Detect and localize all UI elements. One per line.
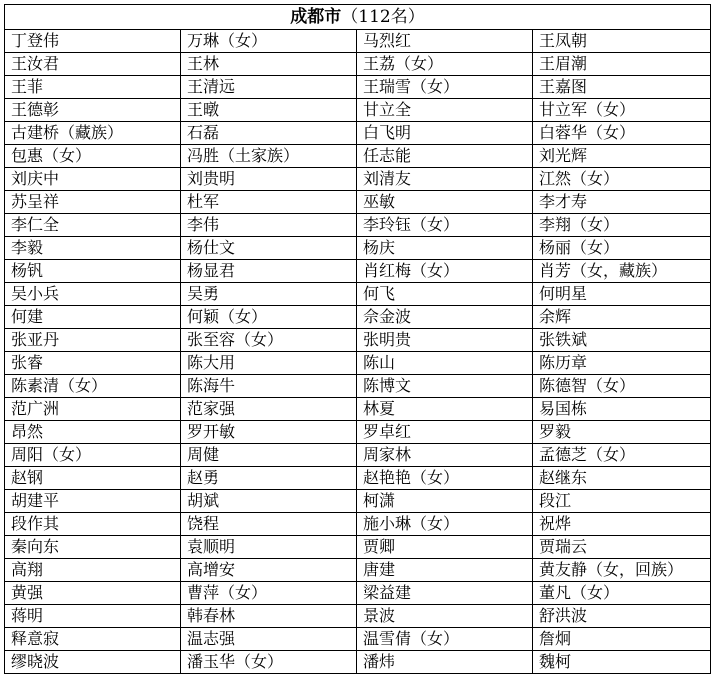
table-row (5, 398, 711, 421)
table-body (5, 30, 711, 674)
delegate-count: （112名） (341, 7, 425, 27)
name-cell: 吴小兵 (5, 283, 181, 306)
name-cell: 罗毅 (533, 421, 711, 444)
name-cell: 王汝君 (5, 53, 181, 76)
name-cell: 昂然 (5, 421, 181, 444)
name-cell: 李翔（女） (533, 214, 711, 237)
name-cell: 陈德智（女） (533, 375, 711, 398)
table-row (5, 559, 711, 582)
name-cell: 江然（女） (533, 168, 711, 191)
name-cell: 韩春林 (181, 605, 357, 628)
name-cell: 饶程 (181, 513, 357, 536)
name-cell: 景波 (357, 605, 533, 628)
table-row (5, 306, 711, 329)
city-name: 成都市 (290, 7, 342, 27)
name-cell: 王清远 (181, 76, 357, 99)
name-cell: 黄强 (5, 582, 181, 605)
table-row (5, 237, 711, 260)
name-cell: 王林 (181, 53, 357, 76)
name-cell: 曹萍（女） (181, 582, 357, 605)
name-cell: 任志能 (357, 145, 533, 168)
name-cell: 陈海牛 (181, 375, 357, 398)
name-cell: 杨庆 (357, 237, 533, 260)
name-cell: 温志强 (181, 628, 357, 651)
name-cell: 施小琳（女） (357, 513, 533, 536)
name-cell: 石磊 (181, 122, 357, 145)
name-cell: 高增安 (181, 559, 357, 582)
name-cell: 刘庆中 (5, 168, 181, 191)
name-cell: 王菲 (5, 76, 181, 99)
name-cell: 何建 (5, 306, 181, 329)
name-cell: 王嘉图 (533, 76, 711, 99)
table-row (5, 145, 711, 168)
name-cell: 何明星 (533, 283, 711, 306)
table-row (5, 513, 711, 536)
table-row (5, 53, 711, 76)
delegate-table (4, 4, 711, 674)
name-cell: 冯胜（土家族） (181, 145, 357, 168)
table-row (5, 628, 711, 651)
table-row (5, 30, 711, 53)
name-cell: 詹炯 (533, 628, 711, 651)
table-row (5, 421, 711, 444)
name-cell: 赵勇 (181, 467, 357, 490)
table-row (5, 191, 711, 214)
table-row (5, 122, 711, 145)
name-cell: 张亚丹 (5, 329, 181, 352)
table-row (5, 260, 711, 283)
table-row (5, 536, 711, 559)
table-row (5, 375, 711, 398)
name-cell: 甘立全 (357, 99, 533, 122)
delegate-list-sheet (4, 4, 710, 674)
name-cell: 高翔 (5, 559, 181, 582)
name-cell: 胡建平 (5, 490, 181, 513)
table-row (5, 76, 711, 99)
name-cell: 段江 (533, 490, 711, 513)
name-cell: 贾卿 (357, 536, 533, 559)
name-cell: 佘金波 (357, 306, 533, 329)
name-cell: 潘玉华（女） (181, 651, 357, 674)
name-cell: 潘炜 (357, 651, 533, 674)
table-row (5, 352, 711, 375)
table-row (5, 444, 711, 467)
name-cell: 古建桥（藏族） (5, 122, 181, 145)
name-cell: 万琳（女） (181, 30, 357, 53)
name-cell: 秦向东 (5, 536, 181, 559)
name-cell: 杨钒 (5, 260, 181, 283)
name-cell: 吴勇 (181, 283, 357, 306)
name-cell: 张至容（女） (181, 329, 357, 352)
name-cell: 王荔（女） (357, 53, 533, 76)
name-cell: 周家林 (357, 444, 533, 467)
name-cell: 张睿 (5, 352, 181, 375)
name-cell: 陈历章 (533, 352, 711, 375)
name-cell: 陈博文 (357, 375, 533, 398)
name-cell: 罗卓红 (357, 421, 533, 444)
name-cell: 丁登伟 (5, 30, 181, 53)
name-cell: 肖芳（女，藏族） (533, 260, 711, 283)
name-cell: 李仁全 (5, 214, 181, 237)
name-cell: 白飞明 (357, 122, 533, 145)
name-cell: 蒋明 (5, 605, 181, 628)
table-row (5, 283, 711, 306)
name-cell: 杨显君 (181, 260, 357, 283)
name-cell: 杨仕文 (181, 237, 357, 260)
name-cell: 苏呈祥 (5, 191, 181, 214)
table-row (5, 214, 711, 237)
table-header-row (5, 5, 711, 30)
name-cell: 李玲钰（女） (357, 214, 533, 237)
name-cell: 林夏 (357, 398, 533, 421)
name-cell: 李才寿 (533, 191, 711, 214)
name-cell: 杜军 (181, 191, 357, 214)
name-cell: 罗开敏 (181, 421, 357, 444)
name-cell: 甘立军（女） (533, 99, 711, 122)
name-cell: 贾瑞云 (533, 536, 711, 559)
table-row (5, 168, 711, 191)
table-row (5, 651, 711, 674)
name-cell: 王瑞雪（女） (357, 76, 533, 99)
table-row (5, 329, 711, 352)
name-cell: 段作其 (5, 513, 181, 536)
name-cell: 袁顺明 (181, 536, 357, 559)
name-cell: 杨丽（女） (533, 237, 711, 260)
name-cell: 肖红梅（女） (357, 260, 533, 283)
table-row (5, 467, 711, 490)
name-cell: 周健 (181, 444, 357, 467)
name-cell: 赵继东 (533, 467, 711, 490)
name-cell: 何颖（女） (181, 306, 357, 329)
name-cell: 柯潇 (357, 490, 533, 513)
name-cell: 梁益建 (357, 582, 533, 605)
name-cell: 温雪倩（女） (357, 628, 533, 651)
name-cell: 范家强 (181, 398, 357, 421)
name-cell: 祝烨 (533, 513, 711, 536)
name-cell: 舒洪波 (533, 605, 711, 628)
name-cell: 周阳（女） (5, 444, 181, 467)
name-cell: 包惠（女） (5, 145, 181, 168)
name-cell: 刘光辉 (533, 145, 711, 168)
name-cell: 赵艳艳（女） (357, 467, 533, 490)
table-row (5, 605, 711, 628)
name-cell: 缪晓波 (5, 651, 181, 674)
name-cell: 唐建 (357, 559, 533, 582)
name-cell: 王德彰 (5, 99, 181, 122)
name-cell: 胡斌 (181, 490, 357, 513)
name-cell: 陈大用 (181, 352, 357, 375)
name-cell: 刘清友 (357, 168, 533, 191)
name-cell: 马烈红 (357, 30, 533, 53)
name-cell: 王眉潮 (533, 53, 711, 76)
name-cell: 余辉 (533, 306, 711, 329)
name-cell: 白蓉华（女） (533, 122, 711, 145)
name-cell: 李伟 (181, 214, 357, 237)
table-title (5, 5, 711, 30)
name-cell: 孟德芝（女） (533, 444, 711, 467)
name-cell: 王凤朝 (533, 30, 711, 53)
name-cell: 何飞 (357, 283, 533, 306)
table-row (5, 99, 711, 122)
name-cell: 张明贵 (357, 329, 533, 352)
name-cell: 黄友静（女，回族） (533, 559, 711, 582)
name-cell: 刘贵明 (181, 168, 357, 191)
name-cell: 释意寂 (5, 628, 181, 651)
name-cell: 陈山 (357, 352, 533, 375)
name-cell: 魏柯 (533, 651, 711, 674)
table-row (5, 490, 711, 513)
name-cell: 李毅 (5, 237, 181, 260)
name-cell: 王暾 (181, 99, 357, 122)
name-cell: 赵钢 (5, 467, 181, 490)
table-row (5, 582, 711, 605)
name-cell: 张铁斌 (533, 329, 711, 352)
name-cell: 范广洲 (5, 398, 181, 421)
name-cell: 陈素清（女） (5, 375, 181, 398)
name-cell: 董凡（女） (533, 582, 711, 605)
name-cell: 易国栋 (533, 398, 711, 421)
name-cell: 巫敏 (357, 191, 533, 214)
